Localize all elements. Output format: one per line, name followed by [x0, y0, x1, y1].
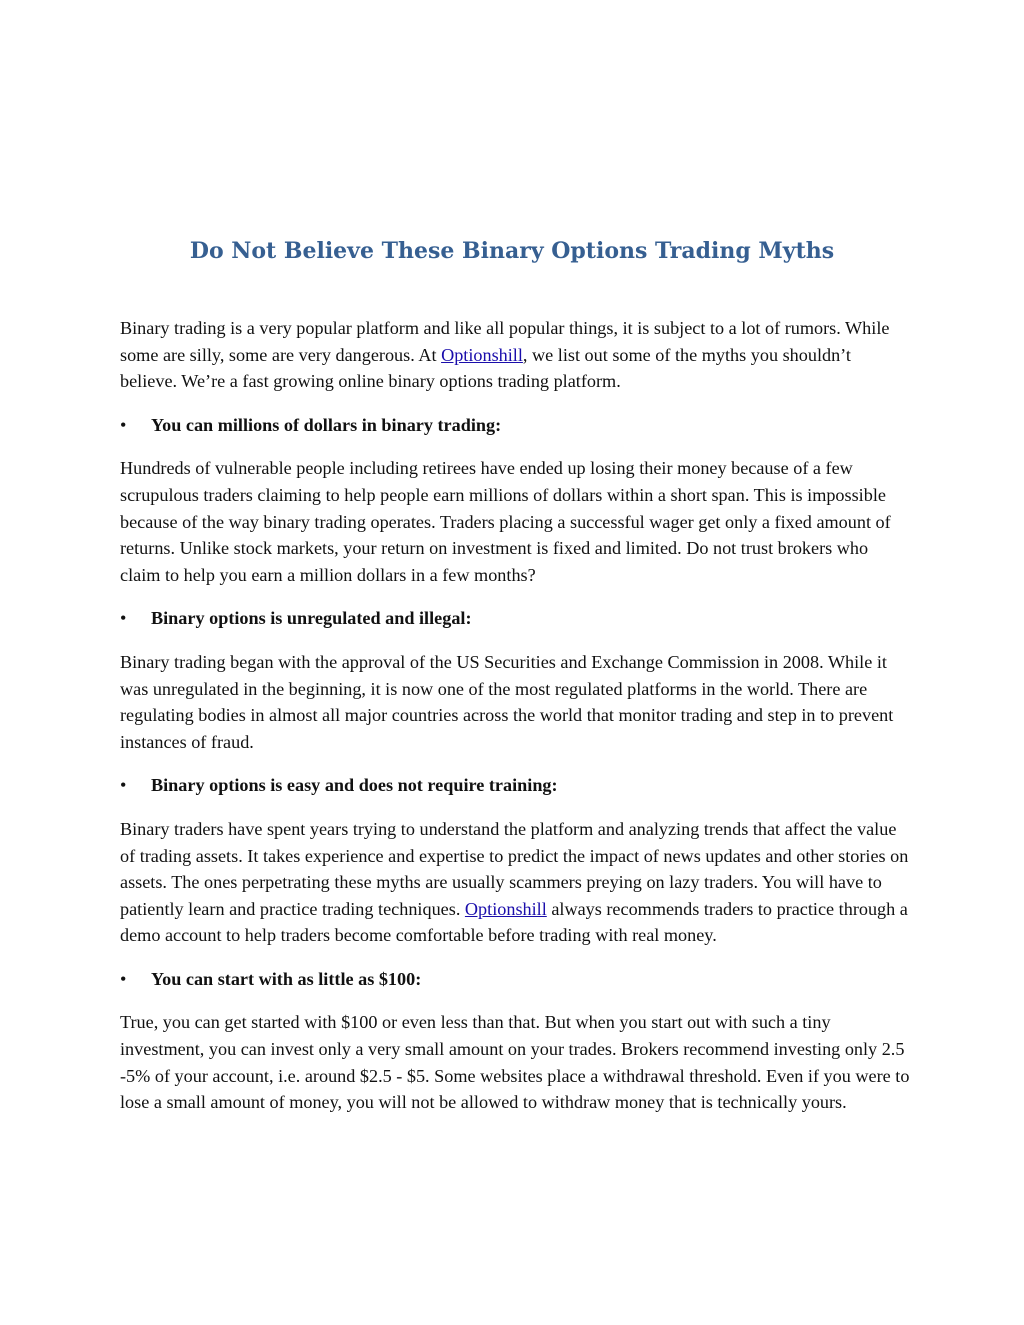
- bullet-icon: •: [120, 775, 127, 796]
- bullet-icon: •: [120, 968, 127, 989]
- myth-body-text-after-link: always recommends traders to practice through a demo account to help traders become comfortable before trading with real money.: [120, 898, 908, 946]
- myth-body-2: Binary trading began with the approval of the US Securities and Exchange Commission in 2008. While it was unregulated in the beginning, it is now one of the most regulated platforms in the world. There are regulating bodies in almost all major countries across the world that monitor trading and step in to prevent instances of fraud.: [120, 651, 894, 752]
- myth-heading-1: [120, 412, 910, 439]
- myth-heading-4: [120, 966, 910, 993]
- bullet-icon: •: [120, 414, 127, 435]
- intro-text-before-link: Binary trading is a very popular platform and like all popular things, it is subject to a lot of rumors. While some are silly, some are very dangerous. At: [120, 318, 890, 365]
- intro-paragraph: [120, 315, 910, 395]
- myth-heading-2: [120, 605, 910, 632]
- myth-heading-text: Binary options is easy and does not require training:: [151, 775, 558, 796]
- myth-body-1: Hundreds of vulnerable people including retirees have ended up losing their money because of a few scrupulous traders claiming to help people earn millions of dollars within a short span. This is impossible because of the way binary trading operates. Traders placing a successful wager get only a fixed amount of returns. Unlike stock markets, your return on investment is fixed and limited. Do not trust brokers who claim to help you earn a million dollars in a few months?: [120, 458, 891, 585]
- myth-body-3: [120, 816, 910, 949]
- document-body: [120, 315, 910, 1133]
- myth-heading-text: Binary options is unregulated and illegal:: [151, 608, 472, 629]
- myth-body-4: True, you can get started with $100 or even less than that. But when you start out with such a tiny investment, you can invest only a very small amount on your trades. Brokers recommend investing only 2.5 -5% of your account, i.e. around $2.5 - $5. Some websites place a withdrawal threshold. Even if you were to lose a small amount of money, you will not be allowed to withdraw money that is technically yours.: [120, 1012, 910, 1113]
- bullet-icon: •: [120, 608, 127, 629]
- optionshill-link[interactable]: Optionshill: [464, 898, 547, 919]
- optionshill-link[interactable]: Optionshill: [441, 344, 523, 365]
- document-title: Do Not Believe These Binary Options Trading Myths: [189, 238, 835, 264]
- myth-heading-text: You can start with as little as $100:: [151, 968, 422, 989]
- myth-heading-text: You can millions of dollars in binary trading:: [151, 414, 502, 435]
- myth-heading-3: [120, 772, 910, 799]
- intro-text-after-link: , we list out some of the myths you shouldn’t believe. We’re a fast growing online binary options trading platform.: [120, 344, 851, 392]
- myth-body-text: Binary traders have spent years trying to understand the platform and analyzing trends that affect the value of trading assets. It takes experience and expertise to predict the impact of news updates and other stories on assets. The ones perpetrating these myths are usually scammers preying on lazy traders. You will have to patiently learn and practice trading techniques.: [120, 818, 909, 919]
